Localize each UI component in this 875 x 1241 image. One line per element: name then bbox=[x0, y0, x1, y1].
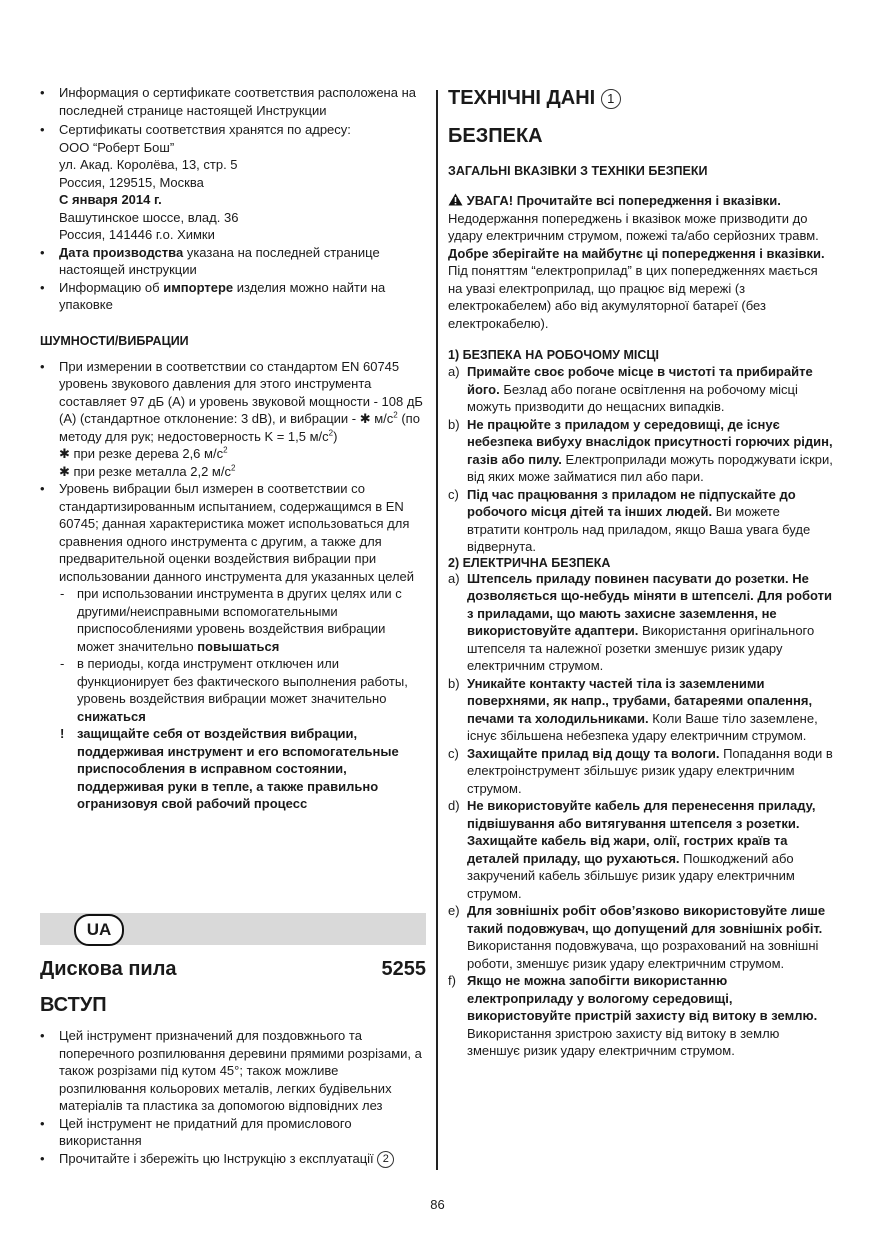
list-item: • Уровень вибрации был измерен в соответствии со стандартизированным испытанием, содержащимся в EN 60745; данная характеристика может использоваться для сравнения одного инструмента с другим, а также для предварительной оценки воздействия вибрации при использовании данного инструмента для указанных целей bbox=[40, 481, 415, 584]
certificate-address: • Сертификаты соответствия хранятся по адресу: ООО “Роберт Бош” ул. Акад. Королёва, 13, стр. 5 Россия, 129515, Москва С января 2014 г. Вашутинское шоссе, влад. 36 Россия, 141446 г.о. Химки bbox=[40, 122, 351, 242]
list-item: e) Для зовнішніх робіт обов’язково використовуйте лише такий подовжувач, що допущений для зовнішніх робіт. Використання подовжувача, що розрахований на зовнішні роботи, зменшує ризик удару електричним струмом. bbox=[448, 903, 826, 971]
list-item: • Цей інструмент не придатний для промислового використання bbox=[40, 1115, 352, 1148]
list-item: a) Примайте своє робоче місце в чистоті та прибирайте його. Безлад або погане освітлення на робочому місці можуть призводити до нещасних випадків. bbox=[448, 364, 813, 414]
product-title: Дискова пила 5255 bbox=[40, 958, 426, 980]
vibration-warning: ! защищайте себя от воздействия вибрации, поддерживая инструмент и его вспомогательные приспособления в исправном состоянии, поддерживая руки в тепле, а также правильно огранизовуя свой рабочий процесс bbox=[60, 726, 399, 811]
section-heading-general: ЗАГАЛЬНІ ВКАЗІВКИ З ТЕХНІКИ БЕЗПЕКИ bbox=[448, 164, 708, 178]
figure-ref: 1 bbox=[601, 89, 621, 109]
section-heading-intro: ВСТУП bbox=[40, 994, 107, 1016]
list-item: b) Уникайте контакту частей тіла із заземленими поверхнями, як напр., трубами, батареями опалення, печами та холодильниками. Коли Ваше тіло заземлене, існує збільшена небезпека удару електричним струмом. bbox=[448, 675, 818, 743]
list-item: • Дата производства указана на последней странице настоящей инструкции bbox=[40, 244, 380, 277]
list-item: c) Захищайте прилад від дощу та вологи. Попадання води в електроінструмент збільшує ризик удару електричним струмом. bbox=[448, 745, 833, 796]
list-item: • Информация о сертификате соответствия расположена на последней странице настоящей Инструкции bbox=[40, 85, 416, 118]
list-item: - при использовании инструмента в других целях или с другими/неисправными вспомогательными приспособлениями уровень воздействия вибрации может значительно повышаться bbox=[60, 586, 402, 654]
figure-ref: 2 bbox=[377, 1151, 394, 1168]
model-number: 5255 bbox=[381, 958, 426, 980]
general-warning: УВАГА! Прочитайте всі попередження і вказівки. Недодержання попереджень і вказівок може призводити до удару електричним струмом, пожежі та/або серйозних травм. Добре зберігайте на майбутнє ці попередження і вказівки. Під поняттям “електроприлад” в цих попередженнях мається на увазі електроприлад, що працює від мережі (з електрокабелем) або від акумуляторної батареї (без електрокабелю). bbox=[448, 193, 825, 331]
list-item: • При измерении в соответствии со стандартом EN 60745 уровень звукового давления для этого инструмента составляет 97 дБ (A) и уровень звуковой мощности - 108 дБ (A) (стандартное отклонение: 3 dB), и вибрации - ✱ $м/с^2$ (по методу для рук; недостоверность K = 1,5 $м/с^2$) ✱ при резке дерева 2,6 $м/с^2$ ✱ при резке металла 2,2 $м/с^2$ bbox=[40, 358, 423, 479]
warning-triangle-icon bbox=[448, 193, 463, 206]
section-heading-noise: ШУМНОСТИ/ВИБРАЦИИ bbox=[40, 333, 189, 348]
list-item: a) Штепсель приладу повинен пасувати до розетки. Не дозволяється що-небудь міняти в штепселі. Для роботи з приладами, що мають захисне заземлення, не використовуйте адаптери. Використання оригінального штепселя та належної розетки зменшує ризик удару електричним струмом. bbox=[448, 570, 833, 673]
section-heading-workplace: 1) БЕЗПЕКА НА РОБОЧОМУ МІСЦІ bbox=[448, 348, 660, 362]
ua-section bbox=[40, 957, 426, 1168]
section-heading-tech: ТЕХНІЧНІ ДАНІ 1 bbox=[448, 86, 834, 110]
list-item: f) Якщо не можна запобігти використанню електроприладу у вологому середовищі, використовуйте пристрій захисту від витоку в землю. Використання зристрою захисту від витоку в землю зменшує ризик удару електричним струмом. bbox=[448, 973, 818, 1058]
section-heading-electrical: 2) ЕЛЕКТРИЧНА БЕЗПЕКА bbox=[448, 555, 611, 570]
list-item: b) Не працюйте з приладом у середовищі, де існує небезпека вибуху внаслідок присутності горючих рідин, газів або пилу. Електроприлади можуть породжувати іскри, від яких може займатися пил або пари. bbox=[448, 416, 833, 484]
section-heading-safety: БЕЗПЕКА bbox=[448, 125, 543, 147]
list-item: d) Не використовуйте кабель для перенесення приладу, підвішування або витягування штепселя з розетки. Захищайте кабель від жари, олії, гострих країв та деталей приладу, що рухаються. Пошкоджений або закручений кабель збільшує ризик удару електричним струмом. bbox=[448, 798, 816, 901]
language-band bbox=[40, 913, 426, 945]
left-column bbox=[40, 84, 426, 813]
language-badge: UA bbox=[74, 914, 124, 946]
list-item: • Цей інструмент призначений для поздовжнього та поперечного розпилювання деревини прямими розрізами, а також розрізами під кутом 45°; також можливе розпилювання кольорових металів, легких будівельних матеріалів та пластика за допомогою відповідних лез bbox=[40, 1028, 422, 1113]
page-number: 86 bbox=[430, 1197, 445, 1212]
list-item: • Прочитайте і збережіть цю Інструкцію з експлуатації 2 bbox=[40, 1150, 426, 1168]
list-item: c) Під час працювання з приладом не підпускайте до робочого місця дітей та інших людей. Ви можете втратити контроль над приладом, якщо Ваша увага буде відвернута. bbox=[448, 486, 811, 554]
right-column bbox=[448, 84, 834, 1060]
list-item: - в периоды, когда инструмент отключен или функционирует без фактического выполнения работы, уровень воздействия вибрации может значительно снижаться bbox=[60, 656, 408, 724]
list-item: • Информацию об импортере изделия можно найти на упаковке bbox=[40, 279, 386, 312]
column-divider bbox=[436, 90, 438, 1170]
